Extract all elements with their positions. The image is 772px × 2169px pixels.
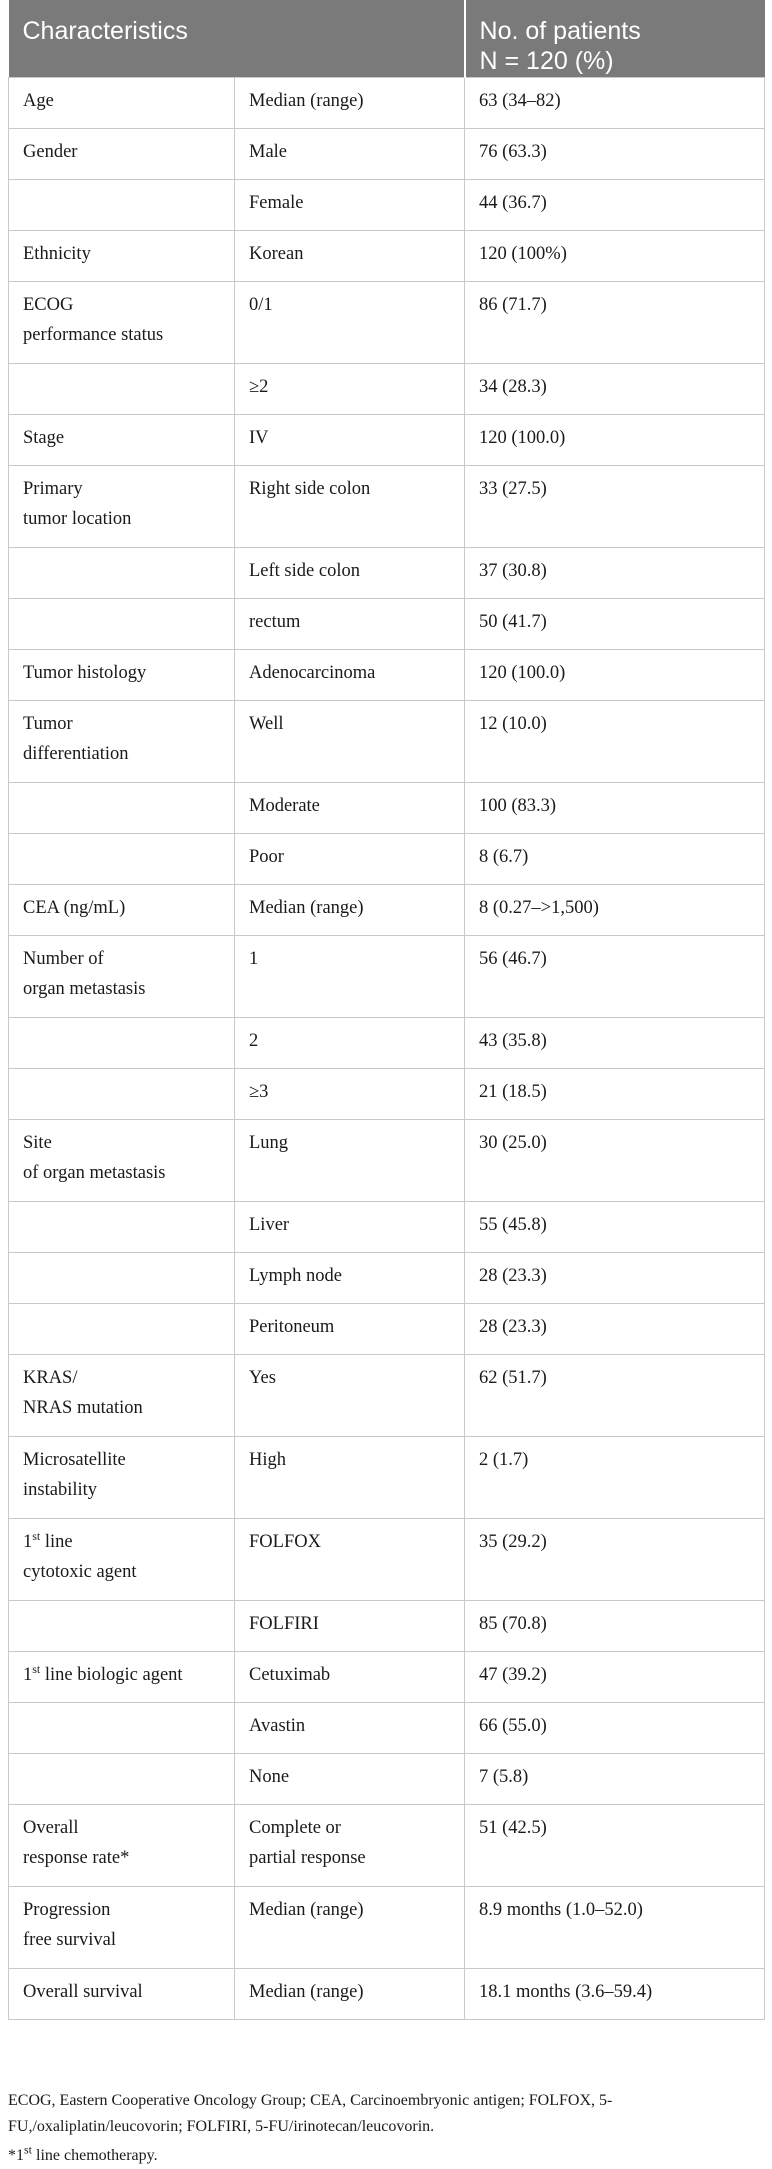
patient-count-value: 21 (18.5) [479,1081,547,1102]
characteristic-cell [9,1354,235,1436]
patient-count-cell [465,1303,765,1354]
subcategory-cell [235,935,465,1017]
patient-count-value: 8 (0.27–>1,500) [479,897,599,918]
subcategory-label: 2 [249,1030,259,1051]
characteristic-label-line2: free survival [23,1929,116,1950]
characteristic-label-line2: performance status [23,324,164,345]
characteristic-cell [9,1252,235,1303]
patient-count-value: 7 (5.8) [479,1766,529,1787]
patient-count-value: 30 (25.0) [479,1132,547,1153]
characteristic-label: Age [23,90,54,111]
patient-count-cell [465,1518,765,1600]
patient-count-value: 120 (100.0) [479,662,566,683]
patient-count-value: 12 (10.0) [479,713,547,734]
patient-count-cell [465,1354,765,1436]
table-row [9,1119,765,1201]
patient-count-value: 44 (36.7) [479,192,547,213]
footnote-sup: st [24,2142,33,2157]
characteristic-cell [9,230,235,281]
subcategory-label: Avastin [249,1715,306,1736]
patient-count-value: 35 (29.2) [479,1531,547,1552]
patient-count-cell [465,649,765,700]
patient-count-value: 76 (63.3) [479,141,547,162]
table-row [9,1252,765,1303]
table-row [9,465,765,547]
patient-count-value: 28 (23.3) [479,1316,547,1337]
subcategory-cell [235,1303,465,1354]
subcategory-label: Lymph node [249,1265,343,1286]
characteristic-label: Tumor histology [23,662,147,683]
characteristic-cell [9,1886,235,1968]
subcategory-cell [235,1068,465,1119]
characteristic-cell [9,782,235,833]
table-row [9,833,765,884]
patient-count-cell [465,1886,765,1968]
table-container [8,0,764,2020]
characteristic-cell [9,1303,235,1354]
patient-count-value: 33 (27.5) [479,478,547,499]
characteristic-label: Progression [23,1899,111,1920]
subcategory-cell [235,1354,465,1436]
patient-count-cell [465,1702,765,1753]
subcategory-label-line2: partial response [249,1847,366,1868]
subcategory-label: Adenocarcinoma [249,662,376,683]
footnote-abbreviations [8,2088,764,2140]
patient-count-value: 100 (83.3) [479,795,557,816]
header-patients [465,0,765,77]
patient-count-value: 63 (34–82) [479,90,561,111]
footnote-abbrev-line2: FU,/oxaliplatin/leucovorin; FOLFIRI, 5-FU/irinotecan/leucovorin. [8,2118,435,2135]
subcategory-label: Median (range) [249,1899,364,1920]
patient-count-value: 56 (46.7) [479,948,547,969]
subcategory-cell [235,1886,465,1968]
subcategory-label: Well [249,713,284,734]
header-characteristics: Characteristics [9,0,465,77]
patient-count-cell [465,1252,765,1303]
characteristic-cell [9,363,235,414]
table-row [9,935,765,1017]
characteristic-label: line biologic agent [40,1664,183,1685]
subcategory-cell [235,547,465,598]
patient-count-cell [465,547,765,598]
subcategory-label: Complete or [249,1817,341,1838]
subcategory-cell [235,1017,465,1068]
subcategory-cell [235,230,465,281]
table-row [9,700,765,782]
footnote-abbrev-line1: ECOG, Eastern Cooperative Oncology Group; CEA, Carcinoembryonic antigen; FOLFOX, 5- [8,2092,613,2109]
table-row [9,598,765,649]
characteristic-cell [9,1119,235,1201]
patient-count-value: 62 (51.7) [479,1367,547,1388]
characteristic-cell [9,1753,235,1804]
subcategory-cell [235,179,465,230]
characteristic-label: Overall [23,1817,79,1838]
patient-count-cell [465,782,765,833]
subcategory-label: Median (range) [249,897,364,918]
patient-count-cell [465,465,765,547]
table-header-row [9,0,765,77]
table-row [9,782,765,833]
characteristic-cell [9,1702,235,1753]
subcategory-label: Lung [249,1132,289,1153]
subcategory-cell [235,77,465,128]
subcategory-cell [235,128,465,179]
characteristic-label: line [40,1531,73,1552]
characteristic-label: CEA (ng/mL) [23,897,126,918]
patient-count-cell [465,1436,765,1518]
table-body [9,77,765,2019]
patient-count-value: 8 (6.7) [479,846,529,867]
characteristic-cell [9,1804,235,1886]
characteristic-cell [9,649,235,700]
patient-count-cell [465,363,765,414]
table-row [9,649,765,700]
characteristic-label-line2: organ metastasis [23,978,146,999]
subcategory-label: High [249,1449,286,1470]
characteristic-label: KRAS/ [23,1367,78,1388]
patient-count-value: 85 (70.8) [479,1613,547,1634]
subcategory-label: Cetuximab [249,1664,331,1685]
table-footnote [8,2088,764,2169]
table-row [9,1753,765,1804]
characteristic-label: Ethnicity [23,243,91,264]
table-row [9,1651,765,1702]
characteristic-cell [9,1651,235,1702]
subcategory-label: Yes [249,1367,276,1388]
subcategory-cell [235,1753,465,1804]
patient-count-cell [465,128,765,179]
table-row [9,128,765,179]
subcategory-cell [235,414,465,465]
characteristic-cell [9,1518,235,1600]
subcategory-cell [235,465,465,547]
table-row [9,230,765,281]
table-row [9,1354,765,1436]
table-row [9,1303,765,1354]
characteristic-ordinal: 1 [23,1531,33,1552]
characteristic-cell [9,598,235,649]
table-row [9,1804,765,1886]
characteristic-cell [9,1068,235,1119]
subcategory-label: Left side colon [249,560,360,581]
characteristic-label-line2: NRAS mutation [23,1397,143,1418]
subcategory-label: 1 [249,948,259,969]
subcategory-label: ≥3 [249,1081,269,1102]
patient-count-cell [465,1068,765,1119]
patient-count-value: 50 (41.7) [479,611,547,632]
table-row [9,77,765,128]
subcategory-label: FOLFIRI [249,1613,319,1634]
patient-count-cell [465,598,765,649]
patient-count-cell [465,1119,765,1201]
characteristic-cell [9,1436,235,1518]
characteristic-cell [9,1968,235,2019]
characteristic-label-line2: tumor location [23,508,132,529]
patient-count-value: 120 (100.0) [479,427,566,448]
characteristic-cell [9,414,235,465]
subcategory-label: Liver [249,1214,290,1235]
subcategory-label: ≥2 [249,376,269,397]
footnote-asterisk-note [8,2143,764,2169]
subcategory-cell [235,649,465,700]
subcategory-label: Median (range) [249,1981,364,2002]
table-row [9,363,765,414]
characteristic-cell [9,179,235,230]
patient-count-value: 43 (35.8) [479,1030,547,1051]
table-row [9,1436,765,1518]
patient-count-cell [465,700,765,782]
characteristic-label-line2: response rate* [23,1847,130,1868]
subcategory-cell [235,833,465,884]
patient-count-value: 66 (55.0) [479,1715,547,1736]
characteristics-table [8,0,765,2020]
characteristic-label-line2: of organ metastasis [23,1162,166,1183]
subcategory-label: Poor [249,846,284,867]
subcategory-label: FOLFOX [249,1531,321,1552]
table-row [9,1068,765,1119]
table-row [9,179,765,230]
patient-count-cell [465,1651,765,1702]
patient-count-value: 47 (39.2) [479,1664,547,1685]
characteristic-cell [9,884,235,935]
characteristic-cell [9,281,235,363]
subcategory-label: Right side colon [249,478,371,499]
patient-count-cell [465,230,765,281]
header-patients-line1: No. of patients [479,17,641,45]
patient-count-cell [465,1017,765,1068]
subcategory-label: Female [249,192,304,213]
table-row [9,1702,765,1753]
subcategory-cell [235,1252,465,1303]
patient-count-cell [465,1753,765,1804]
subcategory-cell [235,1119,465,1201]
characteristic-label: Gender [23,141,78,162]
subcategory-cell [235,1600,465,1651]
table-row [9,884,765,935]
characteristic-cell [9,1017,235,1068]
characteristic-label: ECOG [23,294,74,315]
subcategory-label: 0/1 [249,294,273,315]
subcategory-cell [235,1968,465,2019]
characteristic-cell [9,128,235,179]
table-row [9,414,765,465]
subcategory-cell [235,598,465,649]
table-row [9,1201,765,1252]
subcategory-label: IV [249,427,269,448]
subcategory-label: Male [249,141,288,162]
patient-count-value: 51 (42.5) [479,1817,547,1838]
subcategory-label: Median (range) [249,90,364,111]
table-row [9,547,765,598]
characteristic-label-line2: differentiation [23,743,129,764]
characteristic-label-line2: instability [23,1479,97,1500]
footnote-note-text: line chemotherapy. [32,2147,158,2164]
characteristic-cell [9,1600,235,1651]
subcategory-cell [235,281,465,363]
characteristic-cell [9,833,235,884]
table-row [9,1886,765,1968]
subcategory-label: Korean [249,243,304,264]
patient-count-value: 34 (28.3) [479,376,547,397]
characteristic-label: Stage [23,427,65,448]
header-patients-line2: N = 120 (%) [479,47,614,75]
table-row [9,1518,765,1600]
patient-count-cell [465,77,765,128]
characteristic-cell [9,935,235,1017]
patient-count-value: 120 (100%) [479,243,567,264]
patient-count-cell [465,1968,765,2019]
table-row [9,1017,765,1068]
patient-count-value: 2 (1.7) [479,1449,529,1470]
patient-count-value: 8.9 months (1.0–52.0) [479,1899,643,1920]
characteristic-label: Primary [23,478,83,499]
patient-count-cell [465,1600,765,1651]
characteristic-ordinal-sup: st [32,1528,41,1543]
subcategory-cell [235,1804,465,1886]
subcategory-cell [235,1436,465,1518]
table-row [9,281,765,363]
patient-count-cell [465,1804,765,1886]
subcategory-label: None [249,1766,290,1787]
subcategory-label: Peritoneum [249,1316,335,1337]
subcategory-cell [235,1201,465,1252]
patient-count-value: 86 (71.7) [479,294,547,315]
table-row [9,1968,765,2019]
subcategory-cell [235,363,465,414]
patient-count-cell [465,1201,765,1252]
characteristic-label: Microsatellite [23,1449,126,1470]
characteristic-cell [9,465,235,547]
subcategory-cell [235,884,465,935]
patient-count-value: 18.1 months (3.6–59.4) [479,1981,653,2002]
subcategory-cell [235,1702,465,1753]
footnote-mark: *1 [8,2147,24,2164]
characteristic-label: Site [23,1132,52,1153]
characteristic-ordinal-sup: st [32,1661,41,1676]
patient-count-cell [465,179,765,230]
patient-count-value: 37 (30.8) [479,560,547,581]
characteristic-label: Tumor [23,713,73,734]
table-row [9,1600,765,1651]
patient-count-cell [465,833,765,884]
characteristic-label: Number of [23,948,104,969]
patient-count-value: 55 (45.8) [479,1214,547,1235]
subcategory-cell [235,782,465,833]
characteristic-cell [9,547,235,598]
subcategory-cell [235,700,465,782]
characteristic-cell [9,77,235,128]
characteristic-cell [9,700,235,782]
subcategory-cell [235,1518,465,1600]
patient-count-cell [465,935,765,1017]
subcategory-cell [235,1651,465,1702]
patient-count-cell [465,281,765,363]
patient-count-cell [465,414,765,465]
subcategory-label: rectum [249,611,301,632]
characteristic-ordinal: 1 [23,1664,33,1685]
patient-count-cell [465,884,765,935]
characteristic-label: Overall survival [23,1981,143,2002]
characteristic-label-line2: cytotoxic agent [23,1561,137,1582]
characteristic-cell [9,1201,235,1252]
subcategory-label: Moderate [249,795,320,816]
patient-count-value: 28 (23.3) [479,1265,547,1286]
